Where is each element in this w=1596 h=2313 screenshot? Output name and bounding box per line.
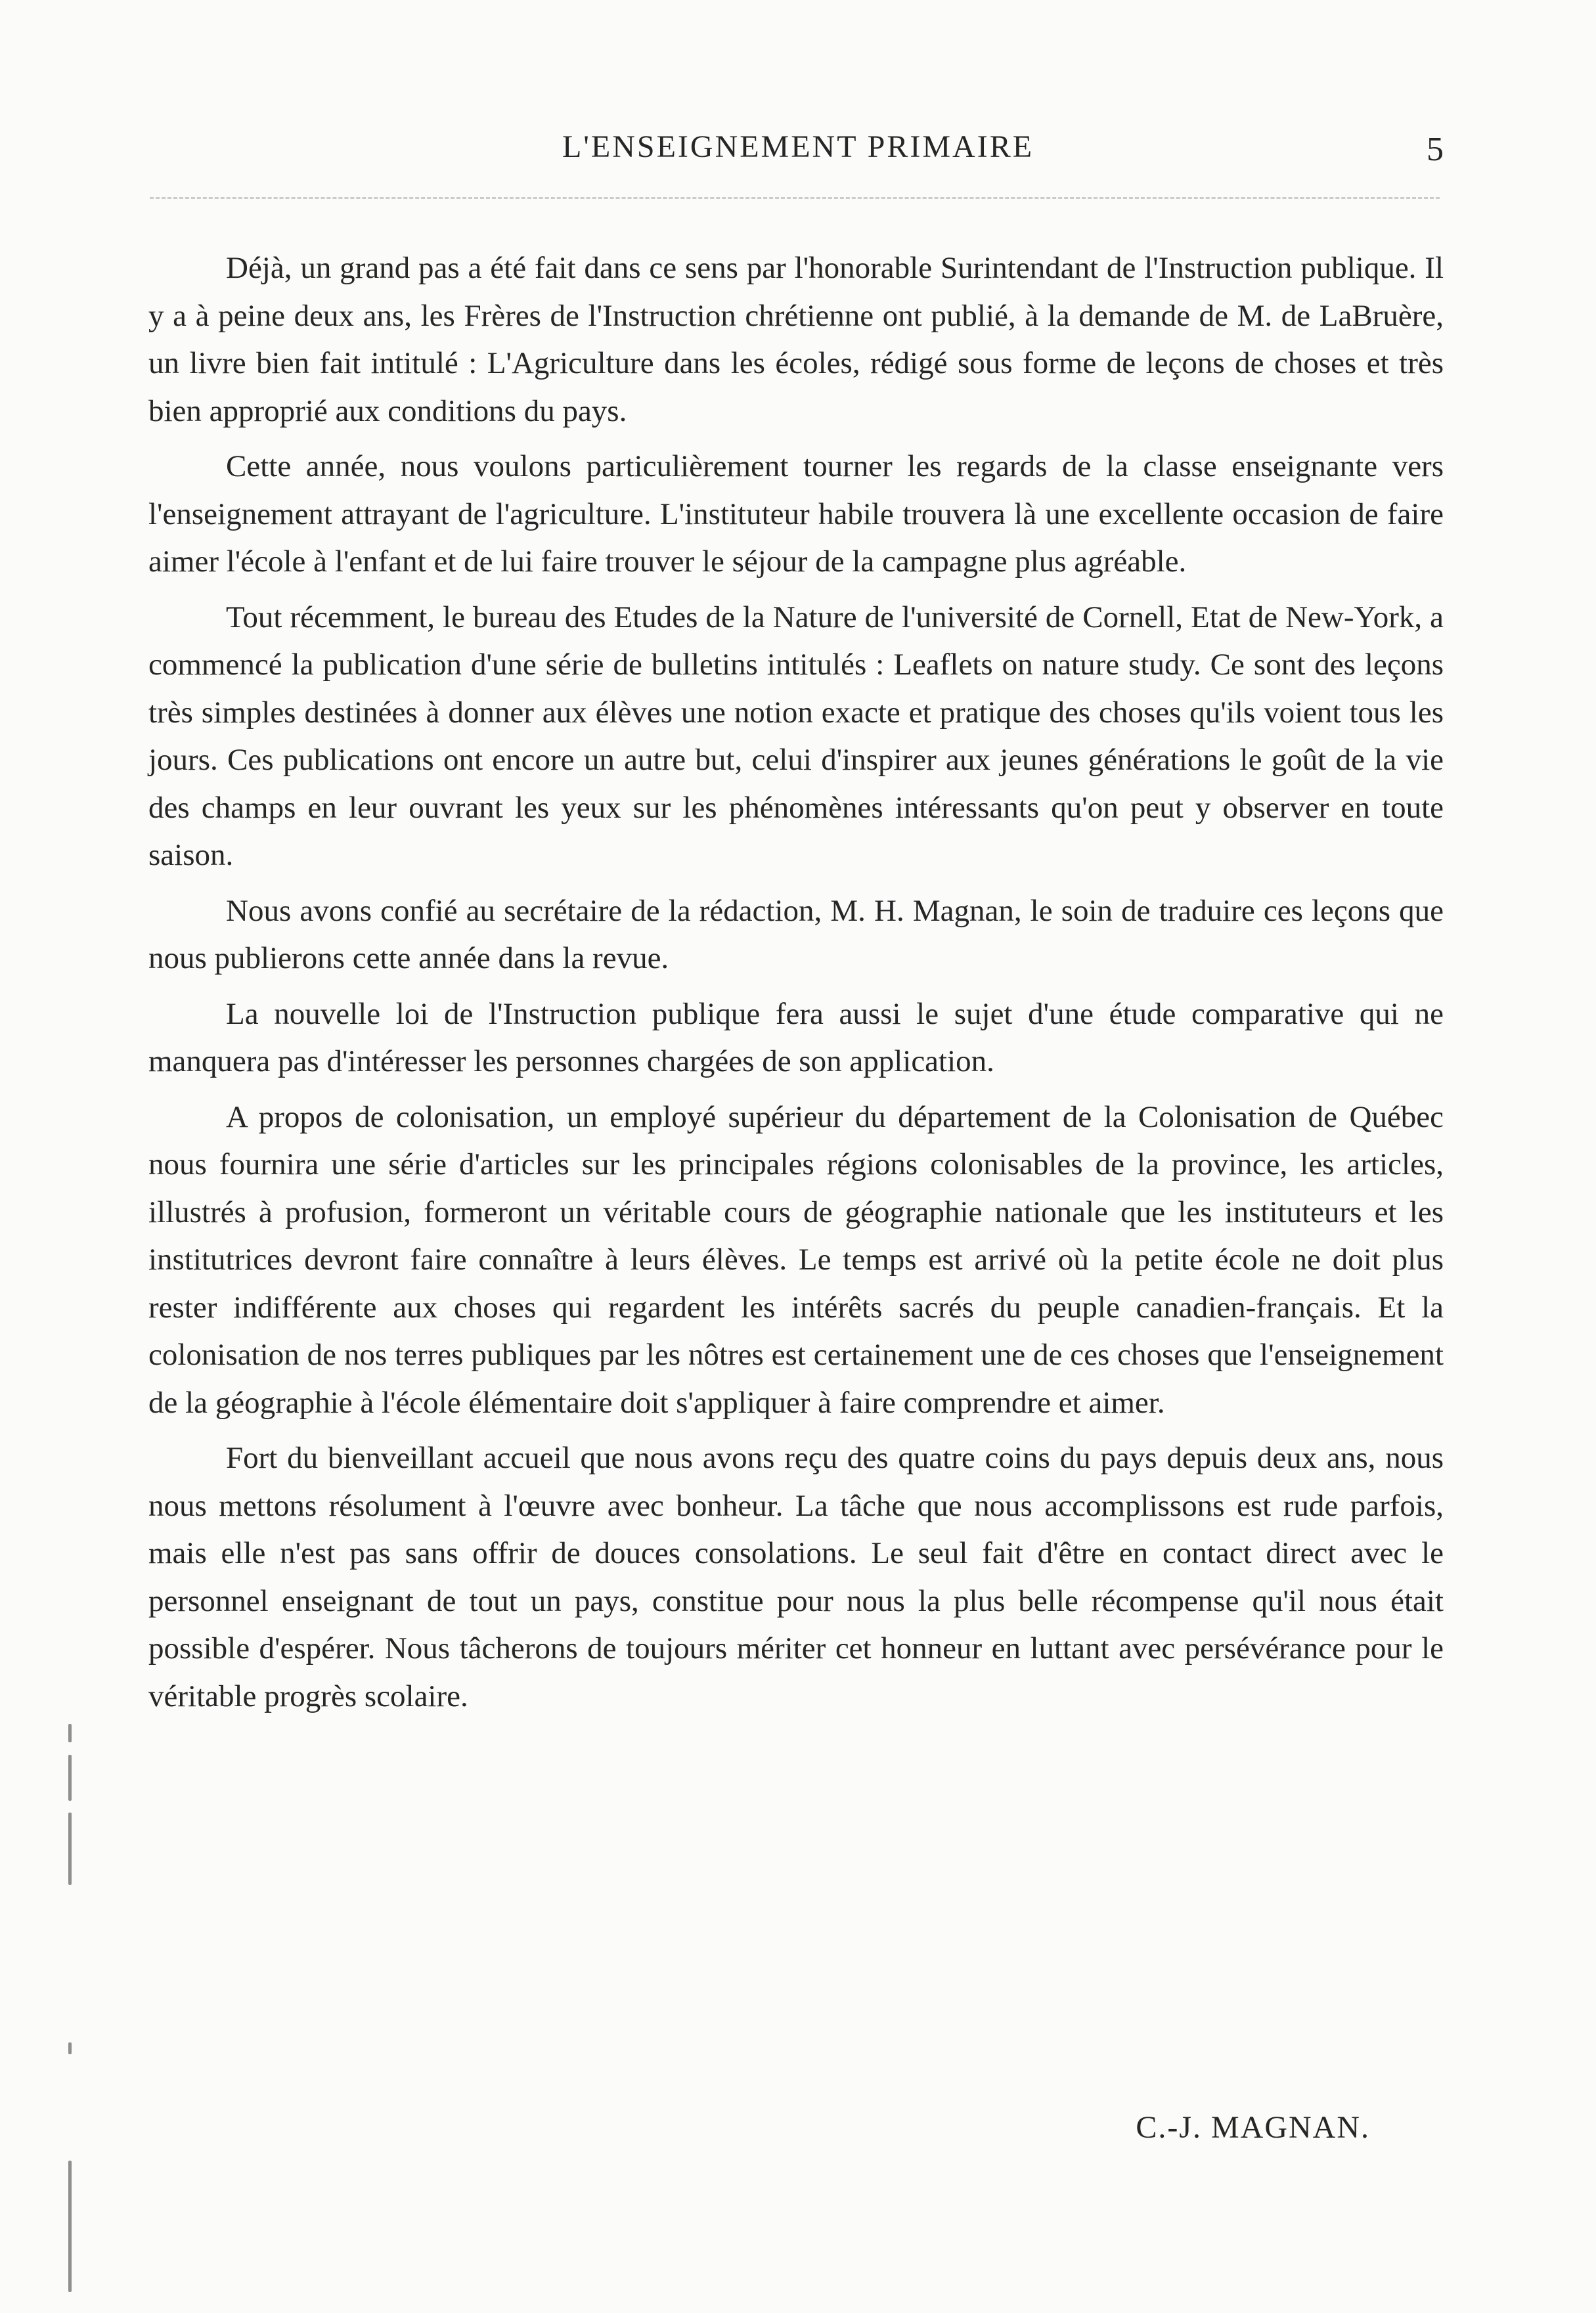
scan-speck: [68, 1724, 72, 1742]
paragraph-1: Déjà, un grand pas a été fait dans ce sens par l'honorable Surintendant de l'Instruction publique. Il y a à peine deux ans, les Frères de l'Instruction chrétienne ont publié, à la demande de M. de LaBruère, un livre bien fait intitulé : L'Agriculture dans les écoles, rédigé sous forme de leçons de choses et très bien approprié aux conditions du pays.: [148, 251, 1444, 428]
paragraph-2: Cette année, nous voulons particulièrement tourner les regards de la classe enseignante vers l'enseignement attrayant de l'agriculture. L'instituteur habile trouvera là une excellente occasion de faire aimer l'école à l'enfant et de lui faire trouver le séjour de la campagne plus agréable.: [148, 449, 1444, 579]
scan-speck: [68, 2161, 72, 2292]
scan-speck: [68, 1813, 72, 1885]
page-number: 5: [1427, 131, 1444, 168]
article-body: [148, 244, 1444, 1728]
paragraph-6: A propos de colonisation, un employé supérieur du département de la Colonisation de Québec nous fournira une série d'articles sur les principales régions colonisables de la province, les articles, illustrés à profusion, formeront un véritable cours de géographie nationale que les instituteurs et les institutrices devront faire connaître à leurs élèves. Le temps est arrivé où la petite école ne doit plus rester indifférente aux choses qui regardent les intérêts sacrés du peuple canadien-français. Et la colonisation de nos terres publiques par les nôtres est certainement une de ces choses que l'enseignement de la géographie à l'école élémentaire doit s'appliquer à faire comprendre et aimer.: [148, 1099, 1444, 1420]
running-head: [0, 129, 1596, 175]
scan-margin-marks: [68, 0, 95, 2313]
paragraph-3: Tout récemment, le bureau des Etudes de la Nature de l'université de Cornell, Etat de New-York, a commencé la publication d'une série de bulletins intitulés : Leaflets on nature study. Ce sont des leçons très simples destinées à donner aux élèves une notion exacte et pratique des choses qu'ils voient tous les jours. Ces publications ont encore un autre but, celui d'inspirer aux jeunes générations le goût de la vie des champs en leur ouvrant les yeux sur les phénomènes intéressants qu'on peut y observer en toute saison.: [148, 600, 1444, 872]
paragraph-5: La nouvelle loi de l'Instruction publique fera aussi le sujet d'une étude comparative qui ne manquera pas d'intéresser les personnes chargées de son application.: [148, 996, 1444, 1078]
scan-speck: [68, 2042, 72, 2054]
scan-speck: [68, 1755, 72, 1801]
paragraph-4: Nous avons confié au secrétaire de la rédaction, M. H. Magnan, le soin de traduire ces leçons que nous publierons cette année dans la revue.: [148, 893, 1444, 975]
paragraph-7: Fort du bienveillant accueil que nous avons reçu des quatre coins du pays depuis deux ans, nous nous mettons résolument à l'œuvre avec bonheur. La tâche que nous accomplissons est rude parfois, mais elle n'est pas sans offrir de douces consolations. Le seul fait d'être en contact direct avec le personnel enseignant de tout un pays, constitue pour nous la plus belle récompense qu'il nous était possible d'espérer. Nous tâcherons de toujours mériter cet honneur en luttant avec persévérance pour le véritable progrès scolaire.: [148, 1441, 1444, 1713]
header-rule: [150, 197, 1440, 199]
running-title: L'ENSEIGNEMENT PRIMAIRE: [562, 129, 1034, 164]
author-signature: C.-J. MAGNAN.: [1136, 2110, 1370, 2145]
